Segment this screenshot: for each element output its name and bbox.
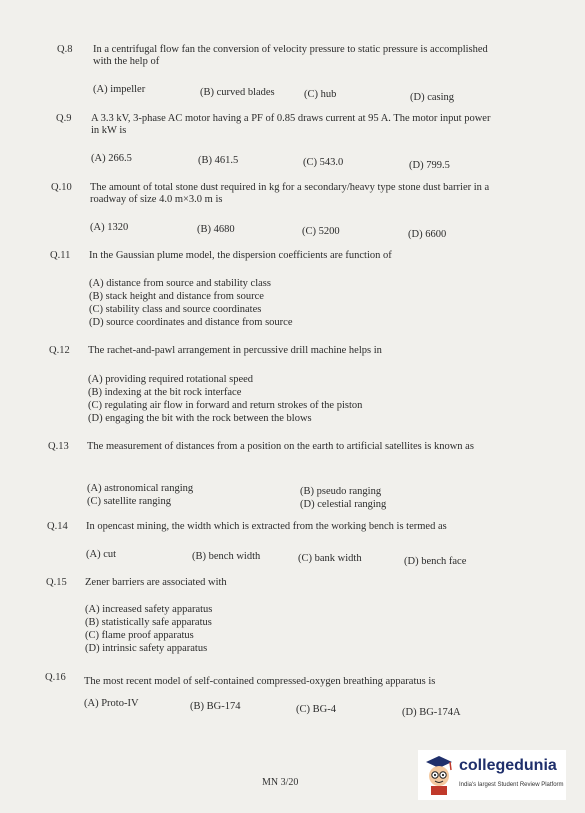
question-text: The most recent model of self-contained compressed-oxygen breathing apparatus is — [84, 676, 436, 687]
option: (A) impeller — [93, 84, 146, 95]
option: (B) BG-174 — [190, 701, 241, 712]
question-text: A 3.3 kV, 3-phase AC motor having a PF of 0.85 draws current at 95 A. The motor input power in kW is — [91, 113, 491, 136]
option: (D) bench face — [404, 556, 467, 567]
option: (B) 4680 — [197, 224, 235, 235]
option: (C) bank width — [298, 553, 362, 564]
option: (D) source coordinates and distance from source — [89, 317, 293, 328]
option: (C) satellite ranging — [87, 496, 171, 507]
option: (B) 461.5 — [198, 155, 239, 166]
option: (D) 6600 — [408, 229, 447, 240]
question-number: Q.14 — [47, 521, 68, 532]
option: (D) 799.5 — [409, 160, 450, 171]
mascot-icon — [422, 752, 456, 796]
option: (D) BG-174A — [402, 707, 461, 718]
option: (B) stack height and distance from source — [89, 291, 264, 302]
question-number: Q.11 — [50, 250, 71, 261]
option: (C) 5200 — [302, 226, 340, 237]
question-number: Q.13 — [48, 441, 69, 452]
option: (A) astronomical ranging — [87, 483, 194, 494]
option: (C) stability class and source coordinates — [89, 304, 262, 315]
question-text: The rachet-and-pawl arrangement in percussive drill machine helps in — [88, 345, 382, 356]
question-number: Q.16 — [45, 672, 66, 683]
question-text: In opencast mining, the width which is extracted from the working bench is termed as — [86, 521, 447, 532]
option: (A) 266.5 — [91, 153, 132, 164]
brand-tagline: India's largest Student Review Platform — [459, 782, 564, 788]
question-text: The amount of total stone dust required in kg for a secondary/heavy type stone dust barrier in a roadway of size 4.0 m×3.0 m is — [90, 182, 490, 205]
option: (A) providing required rotational speed — [88, 374, 254, 385]
option: (D) engaging the bit with the rock between the blows — [88, 413, 312, 424]
question-number: Q.12 — [49, 345, 70, 356]
option: (C) hub — [304, 89, 337, 100]
page-number: MN 3/20 — [262, 777, 299, 788]
option: (A) distance from source and stability class — [89, 278, 271, 289]
question-text: Zener barriers are associated with — [85, 577, 227, 588]
option: (A) 1320 — [90, 222, 129, 233]
question-text: In a centrifugal flow fan the conversion of velocity pressure to static pressure is accomplished with the help of — [93, 44, 488, 67]
option: (C) 543.0 — [303, 157, 344, 168]
option: (B) curved blades — [200, 87, 275, 98]
brand-name: collegedunia — [459, 757, 557, 774]
option: (C) flame proof apparatus — [85, 630, 194, 641]
option: (B) statistically safe apparatus — [85, 617, 212, 628]
question-number: Q.9 — [56, 113, 72, 124]
option: (A) cut — [86, 549, 117, 560]
option: (D) celestial ranging — [300, 499, 387, 510]
option: (A) Proto-IV — [84, 698, 139, 709]
collegedunia-logo — [418, 750, 566, 800]
option: (A) increased safety apparatus — [85, 604, 213, 615]
option: (C) BG-4 — [296, 704, 336, 715]
option: (C) regulating air flow in forward and return strokes of the piston — [88, 400, 363, 411]
option: (D) intrinsic safety apparatus — [85, 643, 208, 654]
option: (B) bench width — [192, 551, 261, 562]
question-number: Q.15 — [46, 577, 67, 588]
question-text: The measurement of distances from a position on the earth to artificial satellites is known as — [87, 441, 474, 452]
option: (D) casing — [410, 92, 455, 103]
question-text: In the Gaussian plume model, the dispersion coefficients are function of — [89, 250, 392, 261]
question-number: Q.8 — [57, 44, 73, 55]
option: (B) pseudo ranging — [300, 486, 382, 497]
option: (B) indexing at the bit rock interface — [88, 387, 242, 398]
question-number: Q.10 — [51, 182, 72, 193]
